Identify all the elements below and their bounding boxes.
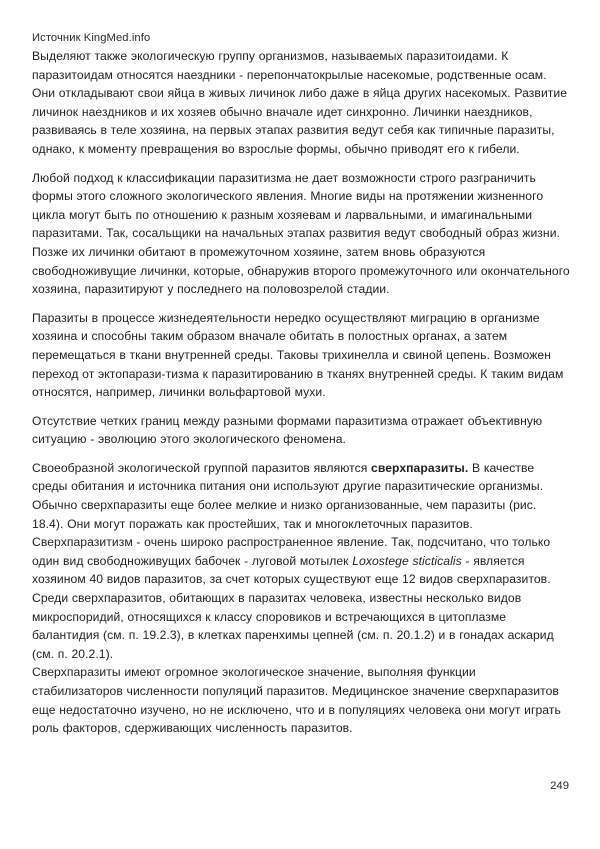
- paragraph-5-text-middle: В качестве среды обитания и источника питания они используют другие паразитические организмы. Обычно сверхпаразиты еще более мелкие и низко организованные, чем паразиты (рис. 18.4). Они могут поражать как простейших, так и многоклеточных паразитов. Сверхпаразитизм - очень широко распространенное явление. Так, подсчитано, что только один вид свободноживущих бабочек - луговой мотылек: [32, 460, 551, 568]
- source-header: Источник KingMed.info: [32, 32, 151, 44]
- page-number: 249: [550, 780, 569, 792]
- paragraph-4: Отсутствие четких границ между разными формами паразитизма отражает объективную ситуацию - эволюцию этого экологического феномена.: [32, 413, 543, 447]
- paragraph-5-text-tail: - является хозяином 40 видов паразитов, за счет которых существуют еще 12 видов сверхпаразитов. Среди сверхпаразитов, обитающих в паразитах человека, известны несколько видов микроспоридий, относящихся к классу споровиков и встречающихся в цитоплазме балантидия (см. п. 19.2.3), в клетках паренхимы цепней (см. п. 20.1.2) и в гонадах аскарид (см. п. 20.2.1).: [32, 553, 554, 661]
- paragraph-6: Сверхпаразиты имеют огромное экологическое значение, выполняя функции стабилизаторов численности популяций паразитов. Медицинское значение сверхпаразитов еще недостаточно изучено, но не исключено, что и в популяциях человека они могут играть роль факторов, сдерживающих численность паразитов.: [32, 665, 561, 736]
- paragraph-1: Выделяют также экологическую группу организмов, называемых паразитоидами. К паразитоидам относятся наездники - перепончатокрылые насекомые, родственные осам. Они откладывают свои яйца в живых личинок либо даже в яйца других насекомых. Развитие личинок наездников и их хозяев обычно вначале идет синхронно. Личинки наездников, развиваясь в теле хозяина, на первых этапах развития ведут себя как типичные паразиты, однако, к моменту превращения во взрослые формы, обычно приводят его к гибели.: [32, 49, 568, 156]
- paragraph-5: [32, 459, 570, 664]
- document-body: [32, 47, 570, 748]
- paragraph-3: Паразиты в процессе жизнедеятельности нередко осуществляют миграцию в организме хозяина и способны таким образом вначале обитать в полостных органах, а затем перемещаться в ткани внутренней среды. Таковы трихинелла и свиной цепень. Возможен переход от эктопарази-тизма к паразитированию в тканях внутренней среды. К таким видам относятся, например, личинки вольфартовой мухи.: [32, 310, 564, 400]
- paragraph-2: Любой подход к классификации паразитизма не дает возможности строго разграничить формы этого сложного экологического явления. Многие виды на протяжении жизненного цикла могут быть по отношению к разным хозяевам и ларвальными, и имагинальными паразитами. Так, сосальщики на начальных этапах развития ведут свободный образ жизни. Позже их личинки обитают в промежуточном хозяине, затем вновь образуются свободноживущие личинки, которые, обнаружив второго промежуточного или окончательного хозяина, паразитируют у последнего на половозрелой стадии.: [32, 170, 570, 297]
- species-name-italic: Loxostege sticticalis: [352, 553, 462, 568]
- paragraph-5-text-lead: Своеобразной экологической группой паразитов являются: [32, 460, 372, 475]
- term-superparasites-bold: сверхпаразиты.: [371, 460, 469, 475]
